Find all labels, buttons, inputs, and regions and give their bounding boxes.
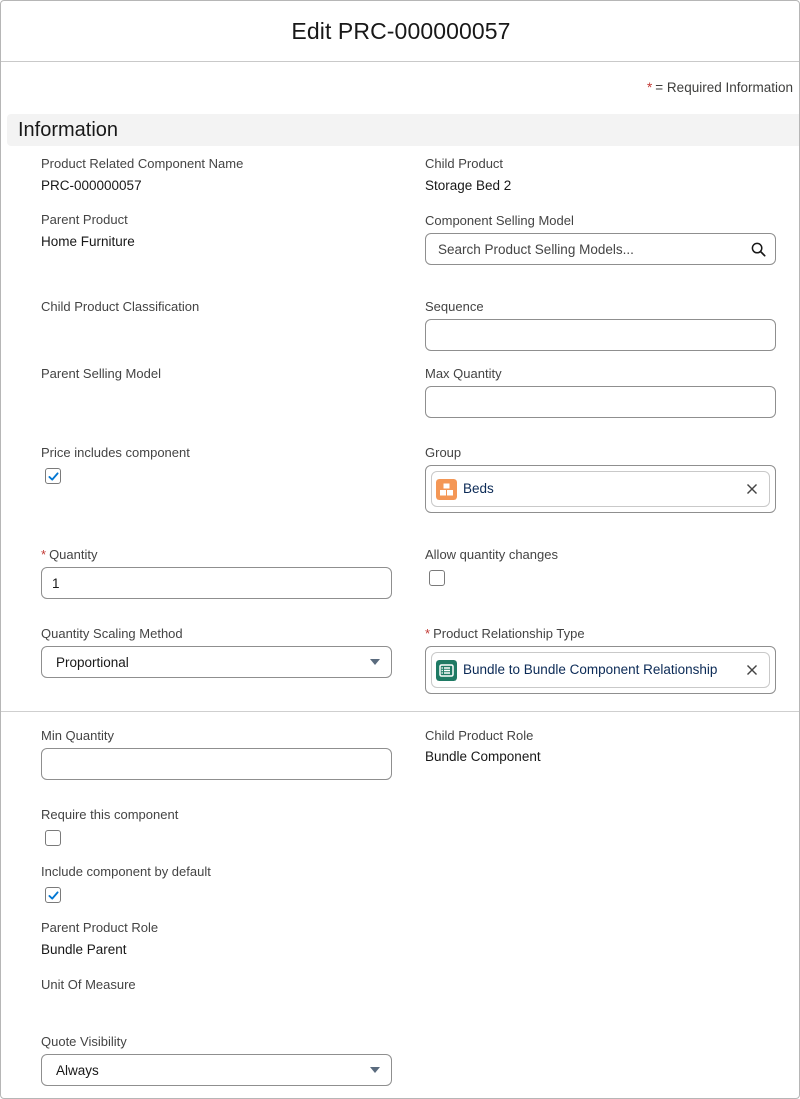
sequence-label: Sequence <box>425 299 484 314</box>
product-relationship-type-label <box>425 626 585 641</box>
prc-name-label: Product Related Component Name <box>41 156 244 171</box>
group-lookup[interactable] <box>425 465 776 513</box>
chevron-down-icon <box>370 1067 380 1073</box>
allow-quantity-changes-checkbox[interactable] <box>429 570 445 586</box>
checkmark-icon <box>48 471 59 482</box>
include-by-default-checkbox[interactable] <box>45 887 61 903</box>
parent-product-value: Home Furniture <box>41 234 135 249</box>
group-pill[interactable] <box>431 471 770 507</box>
parent-product-role-label: Parent Product Role <box>41 920 159 935</box>
max-quantity-label: Max Quantity <box>425 366 502 381</box>
quantity-scaling-method-select[interactable] <box>41 646 392 678</box>
required-info-note <box>647 80 793 95</box>
component-selling-model-search-input[interactable] <box>425 233 776 265</box>
product-relationship-type-pill[interactable] <box>431 652 770 688</box>
product-relationship-type-label-text: Product Relationship Type <box>433 626 585 641</box>
min-quantity-input[interactable] <box>41 748 392 780</box>
product-bundle-icon <box>436 479 457 500</box>
checkmark-icon <box>48 890 59 901</box>
child-product-role-value: Bundle Component <box>425 749 541 764</box>
close-icon[interactable] <box>745 663 759 677</box>
search-placeholder: Search Product Selling Models... <box>438 242 634 257</box>
required-star: * <box>647 80 653 95</box>
min-quantity-label: Min Quantity <box>41 728 114 743</box>
child-product-classification-label: Child Product Classification <box>41 299 200 314</box>
divider <box>1 711 800 712</box>
quantity-input[interactable] <box>41 567 392 599</box>
required-info-text: = Required Information <box>655 80 793 95</box>
include-by-default-label: Include component by default <box>41 864 211 879</box>
quote-visibility-value: Always <box>56 1063 99 1078</box>
product-relationship-type-lookup[interactable] <box>425 646 776 694</box>
quantity-scaling-method-label: Quantity Scaling Method <box>41 626 183 641</box>
search-icon <box>751 242 766 257</box>
quantity-label-text: Quantity <box>49 547 98 562</box>
required-star: * <box>41 547 47 562</box>
group-label: Group <box>425 445 462 460</box>
section-header-information[interactable] <box>7 114 800 146</box>
quote-visibility-select[interactable] <box>41 1054 392 1086</box>
unit-of-measure-label: Unit Of Measure <box>41 977 136 992</box>
require-component-label: Require this component <box>41 807 179 822</box>
quantity-label <box>41 547 97 562</box>
sequence-input[interactable] <box>425 319 776 351</box>
parent-product-label: Parent Product <box>41 212 128 227</box>
close-icon[interactable] <box>745 482 759 496</box>
chevron-down-icon <box>370 659 380 665</box>
max-quantity-input[interactable] <box>425 386 776 418</box>
price-includes-component-label: Price includes component <box>41 445 190 460</box>
child-product-label: Child Product <box>425 156 504 171</box>
prc-name-value: PRC-000000057 <box>41 178 142 193</box>
child-product-value: Storage Bed 2 <box>425 178 512 193</box>
group-pill-label: Beds <box>463 481 494 496</box>
section-title: Information <box>18 119 119 141</box>
required-star: * <box>425 626 431 641</box>
require-component-checkbox[interactable] <box>45 830 61 846</box>
quantity-value: 1 <box>52 576 60 591</box>
child-product-role-label: Child Product Role <box>425 728 534 743</box>
price-includes-component-checkbox[interactable] <box>45 468 61 484</box>
modal-title: Edit PRC-000000057 <box>291 17 511 44</box>
parent-selling-model-label: Parent Selling Model <box>41 366 161 381</box>
quantity-scaling-method-value: Proportional <box>56 655 129 670</box>
parent-product-role-value: Bundle Parent <box>41 942 127 957</box>
modal-header <box>1 1 800 62</box>
component-selling-model-label: Component Selling Model <box>425 213 574 228</box>
relationship-icon <box>436 660 457 681</box>
quote-visibility-label: Quote Visibility <box>41 1034 127 1049</box>
allow-quantity-changes-label: Allow quantity changes <box>425 547 558 562</box>
product-relationship-type-pill-label: Bundle to Bundle Component Relationship <box>463 662 718 677</box>
